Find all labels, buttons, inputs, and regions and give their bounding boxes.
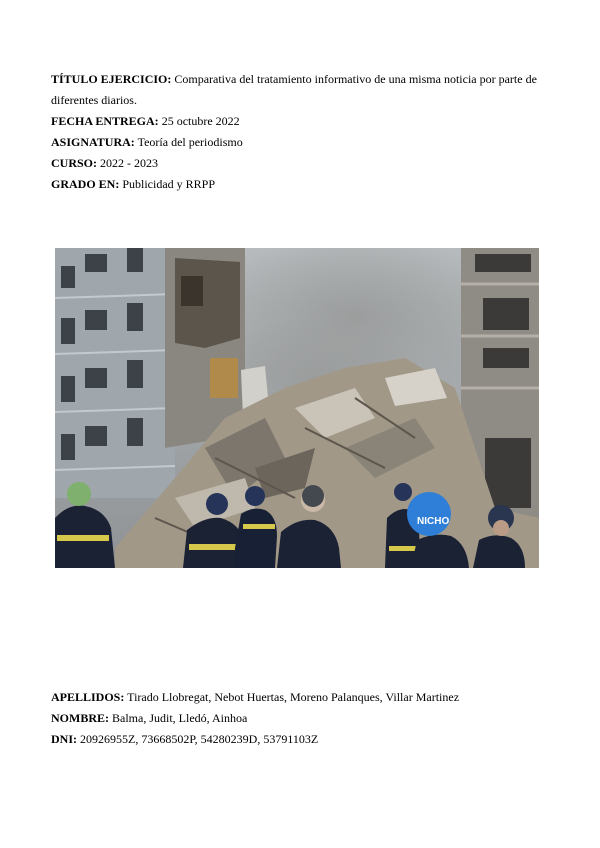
asignatura-line — [51, 135, 243, 150]
grado-label: GRADO EN: — [51, 177, 120, 191]
grado-value: Publicidad y RRPP — [122, 177, 216, 191]
cover-photo — [55, 248, 539, 568]
dni-value: 20926955Z, 73668502P, 54280239D, 53791103Z — [80, 732, 319, 746]
titulo-line-2 — [51, 93, 137, 108]
titulo-value: Comparativa del tratamiento informativo de una misma noticia por parte de — [174, 72, 537, 86]
curso-value: 2022 - 2023 — [100, 156, 159, 170]
grado-line — [51, 177, 215, 192]
apellidos-line — [51, 690, 459, 705]
asignatura-value: Teoría del periodismo — [137, 135, 243, 149]
collapsed-building-image — [55, 248, 539, 568]
fecha-label: FECHA ENTREGA: — [51, 114, 159, 128]
nombre-line — [51, 711, 247, 726]
titulo-label: TÍTULO EJERCICIO: — [51, 72, 172, 86]
apellidos-label: APELLIDOS: — [51, 690, 125, 704]
apellidos-value: Tirado Llobregat, Nebot Huertas, Moreno Palanques, Villar Martinez — [127, 690, 460, 704]
nombre-value: Balma, Judit, Lledó, Ainhoa — [112, 711, 248, 725]
fecha-value: 25 octubre 2022 — [161, 114, 240, 128]
fecha-line — [51, 114, 240, 129]
titulo-value-cont: diferentes diarios. — [51, 93, 137, 107]
helmet-text: NICHO — [417, 516, 450, 527]
dni-label: DNI: — [51, 732, 77, 746]
titulo-line — [51, 72, 537, 87]
nombre-label: NOMBRE: — [51, 711, 109, 725]
asignatura-label: ASIGNATURA: — [51, 135, 135, 149]
curso-label: CURSO: — [51, 156, 98, 170]
dni-line — [51, 732, 318, 747]
curso-line — [51, 156, 158, 171]
